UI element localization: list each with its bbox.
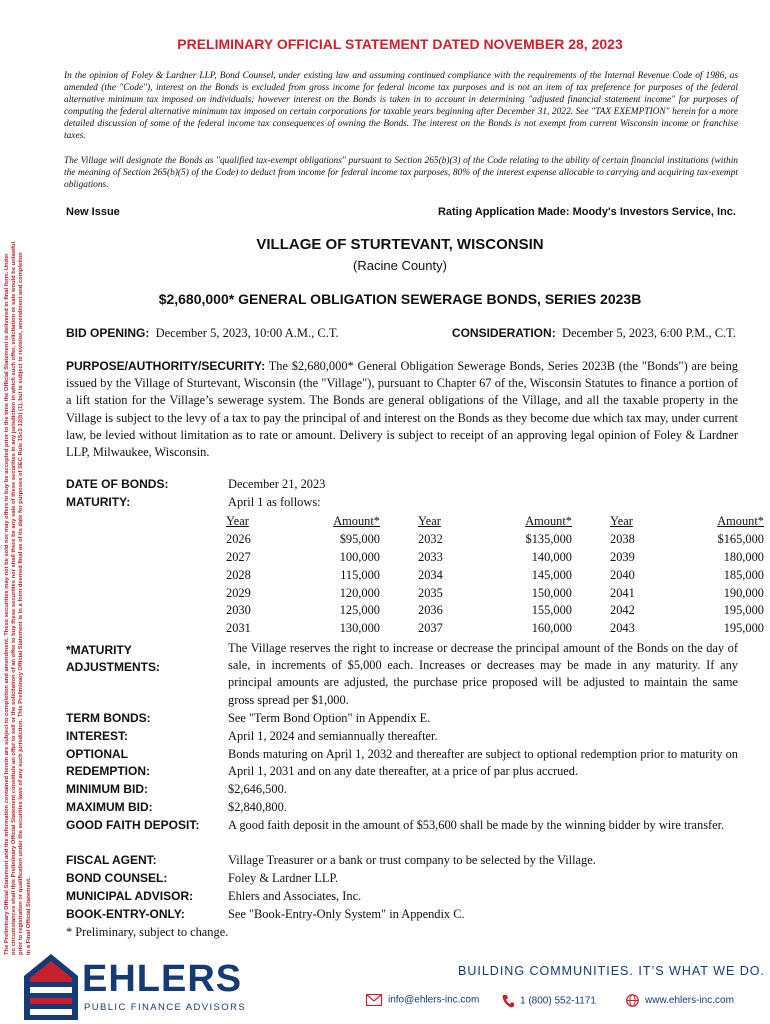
- maturity-year: 2027: [226, 549, 251, 564]
- globe-icon: [626, 994, 639, 1007]
- ehlers-logo-text: EHLERS: [82, 958, 243, 1000]
- interest-label: INTEREST:: [66, 729, 129, 743]
- table-row: [226, 531, 764, 549]
- maturity-label: MATURITY:: [66, 495, 131, 509]
- bond-counsel-value: Foley & Lardner LLP.: [228, 871, 339, 885]
- maturity-year: 2043: [610, 621, 635, 636]
- maturity-value: April 1 as follows:: [228, 495, 321, 509]
- ehlers-logo-subtitle: PUBLIC FINANCE ADVISORS: [84, 1002, 247, 1013]
- bid-opening-label: BID OPENING: [66, 326, 146, 340]
- year-header: Year: [226, 514, 249, 529]
- footer-phone-text: 1 (800) 552-1171: [520, 995, 596, 1007]
- maturity-amount: 100,000: [339, 549, 380, 564]
- maturity-amount: 155,000: [531, 603, 572, 618]
- maximum-bid-label: MAXIMUM BID:: [66, 800, 153, 814]
- maturity-year: 2032: [418, 532, 443, 547]
- maturity-year: 2033: [418, 549, 443, 564]
- footer-email[interactable]: [366, 994, 479, 1006]
- optional-redemption-value: Bonds maturing on April 1, 2032 and thereafter are subject to optional redemption prior to maturity on April 1, 2031 and on any date thereafter, at a price of par plus accrued.: [228, 747, 738, 779]
- maturity-year: 2036: [418, 603, 443, 618]
- maturity-amount: 160,000: [531, 621, 572, 636]
- footer: [0, 948, 770, 1024]
- maturity-header-row: [226, 513, 764, 531]
- book-entry-label: BOOK-ENTRY-ONLY:: [66, 907, 185, 921]
- minimum-bid-label: MINIMUM BID:: [66, 782, 148, 796]
- document-header: PRELIMINARY OFFICIAL STATEMENT DATED NOVEMBER 28, 2023: [177, 36, 623, 52]
- purpose-label: PURPOSE/AUTHORITY/SECURITY:: [66, 359, 266, 373]
- side-disclaimer-line: in a Final Official Statement.: [25, 877, 32, 955]
- maturity-amount: $165,000: [717, 532, 764, 547]
- maturity-year: 2030: [226, 603, 251, 618]
- amount-header: Amount*: [717, 514, 764, 529]
- bond-counsel-label: BOND COUNSEL:: [66, 871, 168, 885]
- table-row: [226, 602, 764, 620]
- county-name: (Racine County): [353, 258, 447, 273]
- footer-web[interactable]: [626, 994, 734, 1007]
- side-disclaimer-line: The Preliminary Official Statement and the information contained herein are subject to completion and amendment. These securities may not be sold nor may offers to buy be accepted prior to the time the Official Statement is delivered in final form. Under: [4, 253, 10, 955]
- maturity-adjustments-value: The Village reserves the right to increase or decrease the principal amount of the Bonds on the day of sale, in increments of $5,000 each. Increases or decreases may be made in any maturity. If any principal amounts are adjusted, the purchase price proposed will be adjusted to maintain the same gross spread per $1,000.: [228, 641, 738, 707]
- municipal-advisor-label: MUNICIPAL ADVISOR:: [66, 889, 194, 903]
- purpose-text: The $2,680,000* General Obligation Sewerage Bonds, Series 2023B (the "Bonds") are being issued by the Village of Sturtevant, Wisconsin (the "Village"), pursuant to Chapter 67 of the, Wisconsin Statutes to finance a portion of a lift station for the Village’s sewerage system. The Bonds are general obligations of the Village, and all the taxable property in the Village is subject to the levy of a tax to pay the principal of and interest on the Bonds as they become due which tax may, under current law, be levied without limitation as to rate or amount. Delivery is subject to receipt of an approving legal opinion of Foley & Lardner LLP, Milwaukee, Wisconsin.: [66, 359, 738, 460]
- maturity-year: 2038: [610, 532, 635, 547]
- maturity-year: 2040: [610, 567, 635, 582]
- footer-phone[interactable]: [502, 994, 596, 1008]
- minimum-bid-value: $2,646,500.: [228, 782, 287, 796]
- maturity-amount: 180,000: [723, 549, 764, 564]
- maturity-amount: 120,000: [339, 585, 380, 600]
- maturity-year: 2041: [610, 585, 635, 600]
- maturity-adjustments-label-1: *MATURITY: [66, 643, 132, 657]
- date-of-bonds-label: DATE OF BONDS:: [66, 477, 169, 491]
- bid-opening-value: December 5, 2023, 10:00 A.M., C.T.: [155, 326, 339, 340]
- book-entry-value: See "Book-Entry-Only System" in Appendix C.: [228, 907, 465, 921]
- footer-email-text: info@ehlers-inc.com: [388, 994, 480, 1006]
- maturity-year: 2029: [226, 585, 251, 600]
- year-header: Year: [418, 514, 441, 529]
- maturity-amount: 190,000: [723, 585, 764, 600]
- maturity-adjustments-label-2: ADJUSTMENTS:: [66, 660, 161, 674]
- maturity-year: 2037: [418, 621, 443, 636]
- consideration-value: December 5, 2023, 6:00 P.M., C.T.: [561, 326, 736, 340]
- amount-header: Amount*: [525, 514, 572, 529]
- maturity-year: 2042: [610, 603, 635, 618]
- table-row: [226, 549, 764, 567]
- rating-statement: Rating Application Made: Moody's Investors Service, Inc.: [437, 206, 736, 218]
- maturity-amount: 125,000: [339, 603, 380, 618]
- bond-title: $2,680,000* GENERAL OBLIGATION SEWERAGE BONDS, SERIES 2023B: [158, 291, 642, 307]
- fiscal-agent-label: FISCAL AGENT:: [66, 853, 157, 867]
- maturity-year: 2034: [418, 567, 443, 582]
- table-row: [226, 620, 764, 638]
- maturity-year: 2026: [226, 532, 251, 547]
- term-bonds-value: See "Term Bond Option" in Appendix E.: [228, 711, 431, 725]
- footer-tagline: BUILDING COMMUNITIES. IT’S WHAT WE DO.: [458, 964, 765, 978]
- municipal-advisor-value: Ehlers and Associates, Inc.: [228, 889, 362, 903]
- side-disclaimer-line: prior to registration or qualification under the securities laws of any such jurisdiction. This Preliminary Official Statement is in a form deemed final as of its date for purposes of SEC Rule 15c2-12(b) (1), but is subject to revision, amendment and completion: [18, 252, 25, 955]
- ehlers-logo-icon: [24, 954, 78, 1020]
- maturity-year: 2035: [418, 585, 443, 600]
- optional-redemption-label-1: OPTIONAL: [66, 747, 128, 761]
- interest-value: April 1, 2024 and semiannually thereafter.: [228, 729, 438, 743]
- amount-header: Amount*: [333, 514, 380, 529]
- side-disclaimer: [4, 5, 64, 955]
- maturity-year: 2039: [610, 549, 635, 564]
- footer-web-text: www.ehlers-inc.com: [645, 995, 734, 1007]
- maturity-amount: $95,000: [339, 532, 380, 547]
- bid-opening: BID OPENING: December 5, 2023, 10:00 A.M., C.T.: [66, 326, 339, 340]
- good-faith-deposit-value: A good faith deposit in the amount of $53,600 shall be made by the winning bidder by wire transfer.: [228, 818, 725, 832]
- issuer-name: VILLAGE OF STURTEVANT, WISCONSIN: [256, 236, 544, 253]
- fiscal-agent-value: Village Treasurer or a bank or trust company to be selected by the Village.: [228, 853, 596, 867]
- phone-icon: [502, 994, 514, 1008]
- envelope-icon: [366, 994, 382, 1006]
- issue-type: New Issue: [66, 206, 120, 218]
- consideration-label: CONSIDERATION: [451, 326, 552, 340]
- maturity-amount: 195,000: [723, 603, 764, 618]
- tax-opinion-paragraph: In the opinion of Foley & Lardner LLP, Bond Counsel, under existing law and assuming continued compliance with the requirements of the Internal Revenue Code of 1986, as amended (the "Code"), interest on the Bonds is excluded from gross income for federal income tax purposes and is not an item of tax preference for purposes of the federal alternative minimum tax imposed on individuals; however interest on the Bonds is taken in to account in determining "adjusted financial statement income" for purposes of computing the federal alternative minimum tax imposed on certain corporations for taxable years beginning after December 31, 2022. See "TAX EXEMPTION" herein for a more detailed discussion of some of the federal income tax consequences of owning the Bonds. The interest on the Bonds is not exempt from current Wisconsin income or franchise taxes.: [64, 71, 738, 141]
- maturity-amount: 140,000: [531, 549, 572, 564]
- maturity-amount: 145,000: [531, 567, 572, 582]
- qualified-obligations-paragraph: The Village will designate the Bonds as "qualified tax-exempt obligations" pursuant to Section 265(b)(3) of the Code relating to the ability of certain financial institutions (within the meaning of Section 265(b)(5) of the Code) to deduct from income for federal income tax purposes, 80% of the interest expense allocable to carrying and acquiring tax-exempt obligations.: [64, 156, 738, 190]
- table-row: [226, 566, 764, 584]
- consideration: CONSIDERATION: December 5, 2023, 6:00 P.M., C.T.: [451, 326, 736, 340]
- footnote: [66, 924, 738, 941]
- year-header: Year: [610, 514, 633, 529]
- maturity-amount: 150,000: [531, 585, 572, 600]
- maturity-amount: $135,000: [525, 532, 572, 547]
- maximum-bid-value: $2,840,800.: [228, 800, 287, 814]
- maturity-amount: 115,000: [340, 567, 380, 582]
- maturity-amount: 130,000: [339, 621, 380, 636]
- footnote-text: * Preliminary, subject to change.: [66, 925, 229, 939]
- table-row: [226, 584, 764, 602]
- maturity-year: 2031: [226, 621, 251, 636]
- maturity-amount: 185,000: [723, 567, 764, 582]
- optional-redemption-label-2: REDEMPTION:: [66, 764, 150, 778]
- maturity-amount: 195,000: [723, 621, 764, 636]
- good-faith-deposit-label: GOOD FAITH DEPOSIT:: [66, 818, 200, 832]
- maturity-schedule-table: [226, 513, 764, 638]
- purpose-paragraph: [66, 358, 738, 461]
- date-of-bonds-value: December 21, 2023: [228, 477, 326, 491]
- maturity-year: 2028: [226, 567, 251, 582]
- side-disclaimer-line: no circumstances shall this Preliminary Official Statement constitute an offer to sell or the solicitation of an offer to buy these securities nor shall there be any sale of these securities in any jurisdiction in which such offer, solicitation or sale would be unlawful: [11, 241, 18, 955]
- term-bonds-label: TERM BONDS:: [66, 711, 151, 725]
